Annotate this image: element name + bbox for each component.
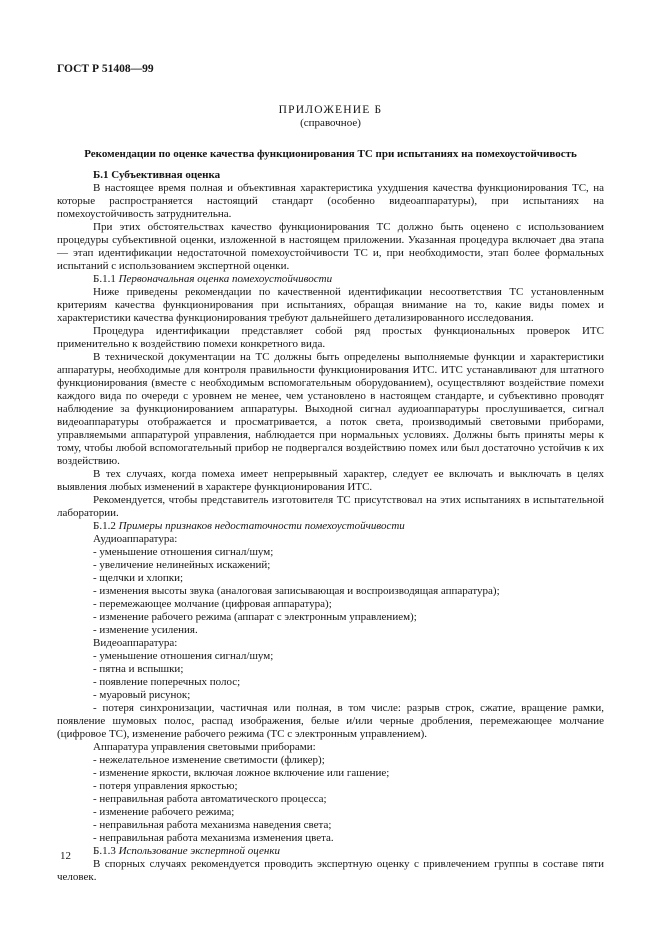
section-number: Б.1	[93, 169, 109, 181]
section-title: Субъективная оценка	[111, 169, 221, 181]
list-item: - муаровый рисунок;	[93, 689, 191, 701]
list-item: - изменения высоты звука (аналоговая записывающая и воспроизводящая аппаратура);	[93, 585, 500, 597]
appendix-subtitle: (справочное)	[300, 117, 361, 129]
paragraph: Рекомендуется, чтобы представитель изготовителя ТС присутствовал на этих испытаниях в испытательной лаборатории.	[57, 494, 604, 519]
list-label-video: Видеоаппаратура:	[93, 637, 178, 649]
list-item: - уменьшение отношения сигнал/шум;	[93, 650, 274, 662]
subsection-number: Б.1.2	[93, 520, 116, 532]
list-item: - изменение усиления.	[93, 624, 198, 636]
list-label-lighting: Аппаратура управления световыми приборами:	[93, 741, 316, 753]
list-item: - изменение яркости, включая ложное включение или гашение;	[93, 767, 390, 779]
subsection-title: Первоначальная оценка помехоустойчивости	[118, 273, 333, 285]
list-item: - появление поперечных полос;	[93, 676, 241, 688]
paragraph: В тех случаях, когда помеха имеет непрерывный характер, следует ее включать и выключать в целях выявления любых изменений в характере функционирования ИТС.	[57, 468, 604, 493]
list-item: - неправильная работа механизма наведения света;	[93, 819, 332, 831]
subsection-heading-b11	[57, 273, 604, 286]
paragraph: Ниже приведены рекомендации по качественной идентификации несоответствия ТС установленным критериям качества функционирования при испытаниях, обращая внимание на то, какие виды помех и характеристики качества функционирования требуют дальнейшего детализированного исследования.	[57, 286, 604, 324]
list-item: - неправильная работа автоматического процесса;	[93, 793, 327, 805]
subsection-number: Б.1.1	[93, 273, 116, 285]
subsection-heading-b13	[57, 845, 604, 858]
list-item: - увеличение нелинейных искажений;	[93, 559, 271, 571]
list-item: - пятна и вспышки;	[93, 663, 184, 675]
standard-reference: ГОСТ Р 51408—99	[57, 63, 154, 75]
appendix-label: ПРИЛОЖЕНИЕ Б	[278, 104, 383, 116]
paragraph: В настоящее время полная и объективная характеристика ухудшения качества функционирования ТС, на которые распространяется настоящий стандарт (особенно видеоаппаратуры), при испытаниях на помехоустойчивость затруднительна.	[57, 182, 604, 220]
paragraph: В технической документации на ТС должны быть определены выполняемые функции и характеристики аппаратуры, необходимые для контроля правильности функционирования ИТС. ИТС устанавливают для штатного функционирования (вместе с необходимым вспомогательным оборудованием), осуществляют воздействие помехи каждого вида по очереди с уровнем не менее, чем установлено в настоящем стандарте, и субъективно проводят наблюдение за функционированием аппаратуры. Выходной сигнал аудиоаппаратуры прослушивается, сигнал видеоаппаратуры отображается и просматривается, а поток света, производимый световыми приборами, управляемыми аппаратурой управления, наблюдается при нормальных условиях. Должны быть приняты меры к тому, чтобы любой вспомогательный прибор не подвергался воздействию помех или был достаточно устойчив к их воздействию.	[57, 351, 604, 467]
list-item: - изменение рабочего режима;	[93, 806, 235, 818]
subsection-number: Б.1.3	[93, 845, 116, 857]
paragraph: При этих обстоятельствах качество функционирования ТС должно быть оценено с использованием процедуры субъективной оценки, изложенной в настоящем приложении. Указанная процедура включает два этапа — этап идентификации недостаточной помехоустойчивости ТС и, при необходимости, этап более формальных испытаний с использованием экспертной оценки.	[57, 221, 604, 272]
list-item: - потеря управления яркостью;	[93, 780, 238, 792]
subsection-heading-b12	[57, 520, 604, 533]
list-item: - уменьшение отношения сигнал/шум;	[93, 546, 274, 558]
appendix-title: Рекомендации по оценке качества функционирования ТС при испытаниях на помехоустойчивость	[84, 148, 577, 160]
paragraph: Процедура идентификации представляет собой ряд простых функциональных проверок ИТС применительно к воздействию помехи конкретного вида.	[57, 325, 604, 350]
subsection-title: Примеры признаков недостаточности помехоустойчивости	[118, 520, 405, 532]
list-item: - потеря синхронизации, частичная или полная, в том числе: разрыв строк, сжатие, вращение рамки, появление шумовых полос, распад изображения, белые и/или черные дробления, перемежающее молчание (цифровое ТС), изменение рабочего режима (ТС с электронным управлением).	[57, 702, 604, 740]
list-label-audio: Аудиоаппаратура:	[93, 533, 178, 545]
subsection-title: Использование экспертной оценки	[118, 845, 280, 857]
section-heading-b1	[57, 169, 604, 182]
list-item: - перемежающее молчание (цифровая аппаратура);	[93, 598, 332, 610]
page-number: 12	[60, 850, 71, 862]
paragraph: В спорных случаях рекомендуется проводить экспертную оценку с привлечением группы в составе пяти человек.	[57, 858, 604, 883]
list-item: - нежелательное изменение светимости (фликер);	[93, 754, 325, 766]
list-item: - щелчки и хлопки;	[93, 572, 184, 584]
list-item: - изменение рабочего режима (аппарат с электронным управлением);	[93, 611, 417, 623]
list-item: - неправильная работа механизма изменения цвета.	[93, 832, 334, 844]
document-body	[57, 169, 604, 884]
